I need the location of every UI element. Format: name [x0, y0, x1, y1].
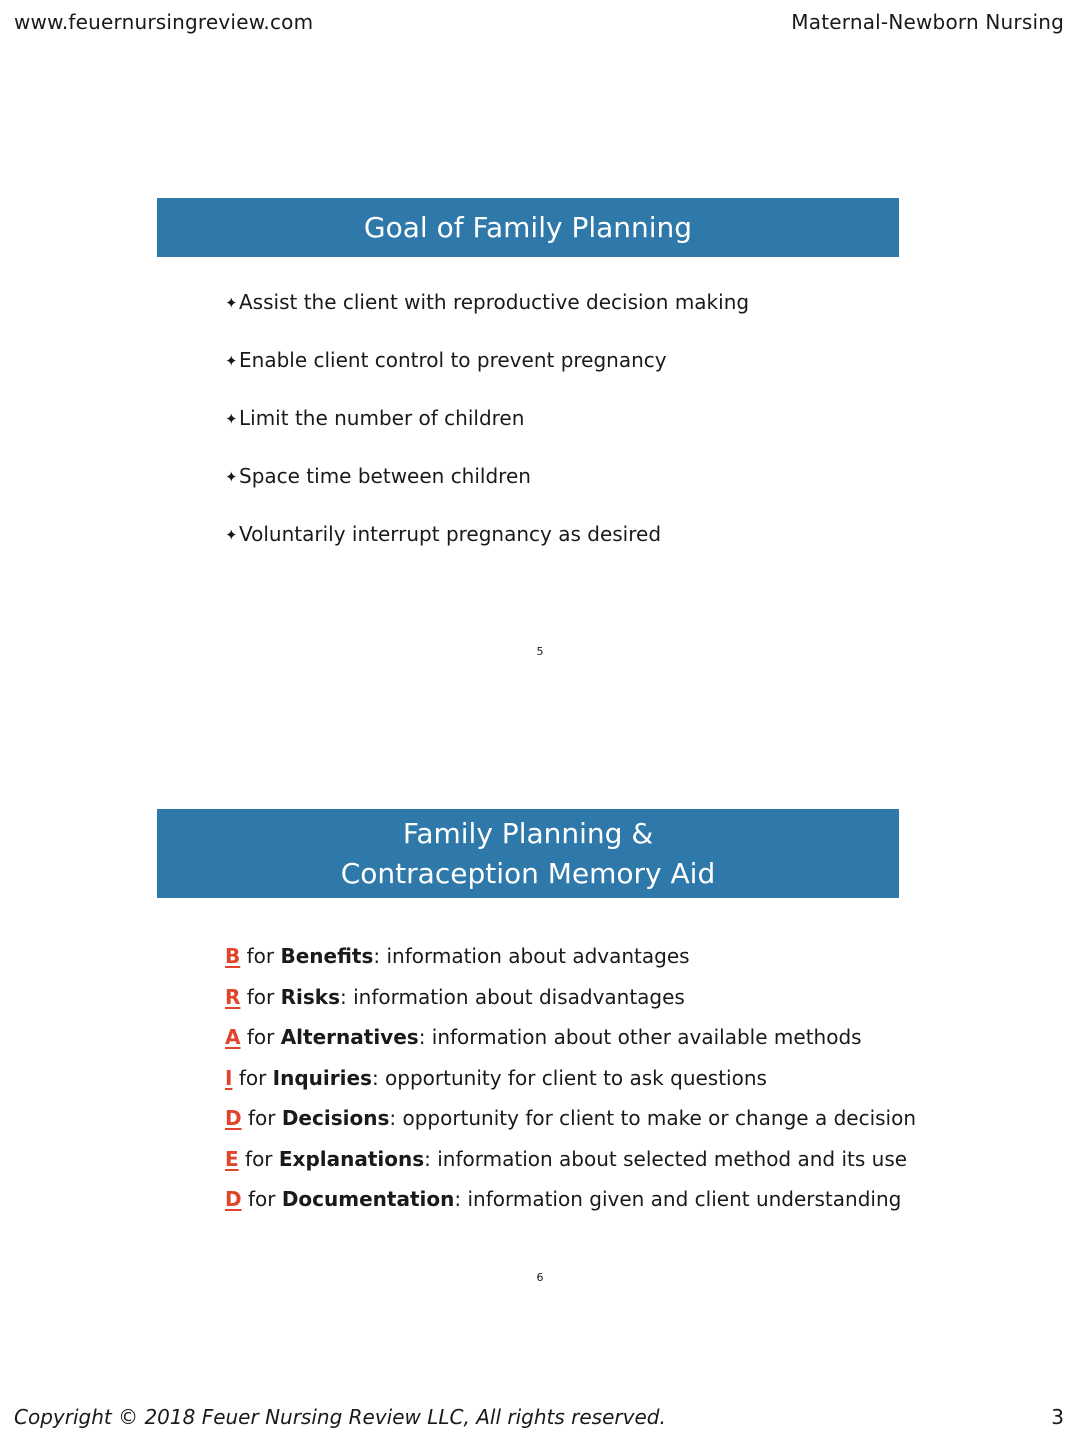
- memory-aid-list: [225, 940, 916, 1224]
- memory-aid-term: Explanations: [278, 1146, 425, 1171]
- memory-aid-for: for: [246, 984, 275, 1009]
- memory-aid-for: for: [246, 1025, 275, 1049]
- memory-aid-item: [225, 1021, 916, 1062]
- four-pointed-star-icon: ✦: [225, 526, 238, 544]
- memory-aid-description: : opportunity for client to make or change a decision: [389, 1106, 917, 1130]
- memory-aid-for: for: [245, 1146, 273, 1171]
- memory-aid-term: Benefits: [280, 944, 374, 968]
- memory-aid-term: Alternatives: [280, 1025, 419, 1049]
- goal-bullet-text: Voluntarily interrupt pregnancy as desired: [239, 522, 662, 546]
- memory-aid-description: : information about other available methods: [418, 1025, 862, 1049]
- goal-bullet-item: [225, 518, 749, 576]
- memory-aid-term: Risks: [280, 984, 340, 1009]
- memory-aid-item: [225, 940, 916, 981]
- memory-aid-for: for: [247, 1187, 276, 1211]
- goal-bullet-item: [225, 460, 749, 518]
- goal-bullet-text: Space time between children: [239, 464, 531, 488]
- goal-bullet-item: [225, 402, 749, 460]
- memory-aid-letter: D: [225, 1106, 242, 1130]
- memory-aid-item: [225, 1062, 916, 1103]
- header-website: www.feuernursingreview.com: [14, 10, 314, 34]
- slide-6-title-line-1: Family Planning &: [402, 816, 654, 850]
- memory-aid-item: [225, 1143, 916, 1184]
- slide-5-title: Goal of Family Planning: [363, 211, 693, 244]
- four-pointed-star-icon: ✦: [225, 468, 238, 486]
- memory-aid-term: Decisions: [281, 1106, 390, 1130]
- goal-bullet-text: Assist the client with reproductive decision making: [239, 290, 750, 314]
- four-pointed-star-icon: ✦: [225, 352, 238, 370]
- memory-aid-letter: I: [225, 1065, 233, 1090]
- memory-aid-for: for: [238, 1065, 267, 1090]
- memory-aid-letter: E: [225, 1146, 239, 1171]
- memory-aid-for: for: [247, 1106, 276, 1130]
- goal-bullet-text: Limit the number of children: [239, 406, 525, 430]
- memory-aid-item: [225, 1102, 916, 1143]
- memory-aid-letter: R: [225, 984, 241, 1009]
- footer-page-number: 3: [1051, 1405, 1064, 1429]
- slide-5-title-bar: [157, 198, 899, 257]
- goal-bullet-item: [225, 344, 749, 402]
- memory-aid-description: : information about advantages: [373, 944, 690, 968]
- memory-aid-letter: B: [225, 944, 241, 968]
- goal-bullet-text: Enable client control to prevent pregnancy: [239, 348, 667, 372]
- header-course-title: Maternal-Newborn Nursing: [791, 10, 1064, 34]
- memory-aid-description: : information about disadvantages: [340, 984, 685, 1009]
- memory-aid-item: [225, 1183, 916, 1224]
- four-pointed-star-icon: ✦: [225, 294, 238, 312]
- memory-aid-item: [225, 981, 916, 1022]
- footer-copyright: Copyright © 2018 Feuer Nursing Review LLC, All rights reserved.: [14, 1405, 666, 1429]
- goal-bullet-list: [225, 286, 749, 576]
- slide-5-number: 5: [536, 645, 544, 658]
- slide-6-number: 6: [536, 1271, 544, 1284]
- memory-aid-for: for: [246, 944, 275, 968]
- memory-aid-description: : opportunity for client to ask questions: [371, 1065, 767, 1090]
- four-pointed-star-icon: ✦: [225, 410, 238, 428]
- slide-6-title-line-2: Contraception Memory Aid: [340, 856, 716, 890]
- memory-aid-letter: A: [225, 1025, 241, 1049]
- slide-6-title-bar: [157, 809, 899, 898]
- memory-aid-description: : information about selected method and its use: [424, 1146, 908, 1171]
- memory-aid-letter: D: [225, 1187, 242, 1211]
- memory-aid-term: Documentation: [281, 1187, 455, 1211]
- memory-aid-description: : information given and client understanding: [454, 1187, 902, 1211]
- memory-aid-term: Inquiries: [272, 1065, 372, 1090]
- goal-bullet-item: [225, 286, 749, 344]
